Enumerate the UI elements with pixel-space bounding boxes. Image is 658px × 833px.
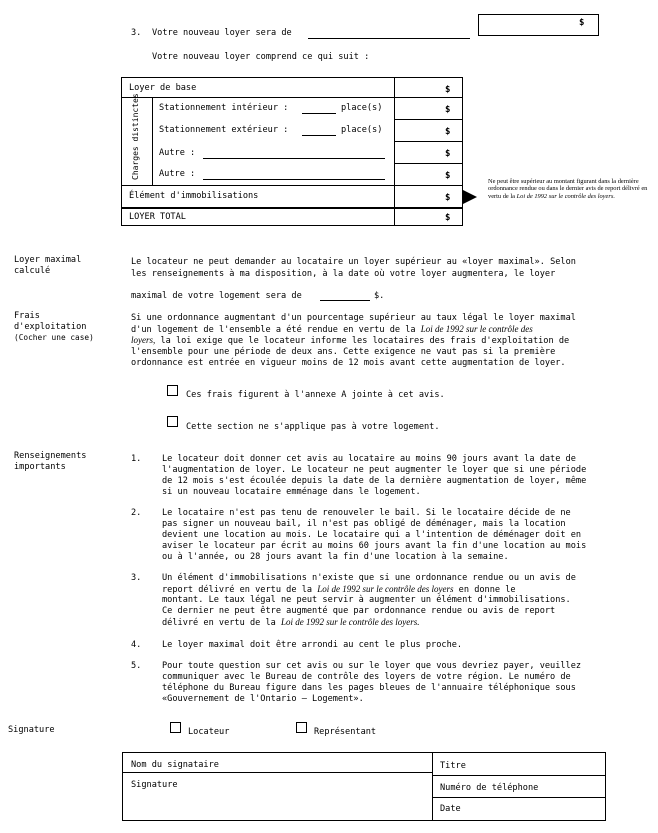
important-item-1-line: Le locateur doit donner cet avis au locataire au moins 90 jours avant la date de <box>162 454 576 464</box>
agent-label: Représentant <box>314 727 377 737</box>
other-dollar-1: $ <box>445 149 451 159</box>
important-item-number: 1. <box>131 454 142 464</box>
outdoor-parking-dollar: $ <box>445 127 451 137</box>
date-label: Date <box>440 804 461 814</box>
indoor-parking-dollar: $ <box>445 105 451 115</box>
signature-heading: Signature <box>8 725 55 735</box>
other-field-2[interactable] <box>203 179 385 180</box>
important-item-2-line: ou à l'année, ou 28 jours avant la fin d'une location à la semaine. <box>162 552 509 562</box>
other-field-1[interactable] <box>203 158 385 159</box>
max-rent-heading-1: Loyer maximal <box>14 255 82 265</box>
important-item-3-line: délivré en vertu de la Loi de 1992 sur le contrôle des loyers. <box>162 617 420 628</box>
important-item-3-line: Un élément d'immobilisations n'existe que si une ordonnance rendue ou un avis de <box>162 573 576 583</box>
total-rent-label: LOYER TOTAL <box>129 212 186 222</box>
new-rent-dollar: $ <box>579 18 585 28</box>
not-applicable-label: Cette section ne s'applique pas à votre logement. <box>186 422 440 432</box>
landlord-label: Locateur <box>188 727 230 737</box>
important-item-1-line: l'augmentation de loyer. Le locateur ne peut augmenter le loyer que si une période <box>162 465 587 475</box>
not-applicable-checkbox[interactable] <box>167 416 178 427</box>
important-item-1-line: si un nouveau locataire emménage dans le logement. <box>162 487 421 497</box>
important-item-5-line: téléphone du Bureau figure dans les pages bleues de l'annuaire téléphonique sous <box>162 683 576 693</box>
important-item-5-line: communiquer avec le Bureau de contrôle des loyers de votre région. Le numéro de <box>162 672 571 682</box>
op-costs-line-5: ordonnance est entrée en vigueur moins de 12 mois avant cette augmentation de loyer. <box>131 358 566 368</box>
new-rent-label: Votre nouveau loyer sera de <box>152 28 292 38</box>
op-costs-heading-1: Frais <box>14 311 40 321</box>
base-rent-dollar: $ <box>445 85 451 95</box>
op-costs-line-3: loyers, la loi exige que le locateur informe les locataires des frais d'exploitation de <box>131 335 570 346</box>
op-costs-heading-2: d'exploitation <box>14 322 87 332</box>
capital-element-dollar: $ <box>445 193 451 203</box>
important-item-2-line: devient une location au mois. Le locataire qui a l'intention de déménager doit en <box>162 530 582 540</box>
separate-charges-label: Charges distinctes <box>131 93 140 180</box>
signer-name-label: Nom du signataire <box>131 760 219 770</box>
important-item-4-line: Le loyer maximal doit être arrondi au cent le plus proche. <box>162 640 463 650</box>
indoor-spaces-label: place(s) <box>341 103 383 113</box>
rent-includes-label: Votre nouveau loyer comprend ce qui suit : <box>152 52 370 62</box>
important-item-3-line: montant. Le taux légal ne peut servir à augmenter un élément d'immobilisations. <box>162 595 571 605</box>
landlord-checkbox[interactable] <box>170 722 181 733</box>
section-number: 3. <box>131 28 142 38</box>
max-rent-line-2: les renseignements à ma disposition, à la date où votre loyer augmentera, le loyer <box>131 269 556 279</box>
outdoor-parking-label: Stationnement extérieur : <box>159 125 289 135</box>
max-rent-line-1: Le locateur ne peut demander au locataire un loyer supérieur au «loyer maximal». Selon <box>131 257 576 267</box>
max-rent-field[interactable] <box>320 300 370 301</box>
op-costs-line-1: Si une ordonnance augmentant d'un pourcentage supérieur au taux légal le loyer maximal <box>131 313 576 323</box>
base-rent-label: Loyer de base <box>129 83 197 93</box>
indoor-parking-label: Stationnement intérieur : <box>159 103 289 113</box>
op-costs-heading-3: (Cocher une case) <box>14 333 94 342</box>
annex-a-label: Ces frais figurent à l'annexe A jointe à cet avis. <box>186 390 445 400</box>
signature-label: Signature <box>131 780 178 790</box>
important-item-5-line: «Gouvernement de l'Ontario – Logement». <box>162 694 364 704</box>
indoor-parking-field[interactable] <box>302 113 336 114</box>
important-item-2-line: aviser le locateur par écrit au moins 60 jours avant la fin d'une location au mois <box>162 541 587 551</box>
pointer-arrow-icon <box>463 190 479 206</box>
other-dollar-2: $ <box>445 171 451 181</box>
other-label-1: Autre : <box>159 148 196 158</box>
max-rent-line-3: maximal de votre logement sera de <box>131 291 302 301</box>
agent-checkbox[interactable] <box>296 722 307 733</box>
new-rent-field[interactable] <box>308 38 470 39</box>
op-costs-line-4: l'ensemble pour une période de deux ans. Cette exigence ne vaut pas si la première <box>131 347 556 357</box>
title-label: Titre <box>440 761 466 771</box>
max-rent-dollar: $. <box>374 291 385 301</box>
important-heading-1: Renseignements <box>14 451 87 461</box>
important-item-number: 2. <box>131 508 142 518</box>
important-item-2-line: Le locataire n'est pas tenu de renouveler le bail. Si le locataire décide de ne <box>162 508 571 518</box>
outdoor-spaces-label: place(s) <box>341 125 383 135</box>
important-item-5-line: Pour toute question sur cet avis ou sur le loyer que vous devriez payer, veuillez <box>162 661 582 671</box>
important-item-number: 4. <box>131 640 142 650</box>
important-item-number: 3. <box>131 573 142 583</box>
op-costs-line-2: d'un logement de l'ensemble a été rendue en vertu de la Loi de 1992 sur le contrôle des <box>131 324 533 335</box>
total-rent-dollar: $ <box>445 213 451 223</box>
annex-a-checkbox[interactable] <box>167 385 178 396</box>
capital-side-note: Ne peut être supérieur au montant figurant dans la dernière ordonnance rendue ou dans le dernier avis de report délivré en vertu de la Loi de 1992 sur le contrôle des loyers. <box>488 178 648 200</box>
outdoor-parking-field[interactable] <box>302 135 336 136</box>
important-item-number: 5. <box>131 661 142 671</box>
capital-element-label: Élément d'immobilisations <box>129 191 259 201</box>
other-label-2: Autre : <box>159 169 196 179</box>
important-item-3-line: report délivré en vertu de la Loi de 1992 sur le contrôle des loyers en donne le <box>162 584 516 595</box>
important-heading-2: importants <box>14 462 66 472</box>
important-item-2-line: pas signer un nouveau bail, il n'est pas obligé de déménager, mais la location <box>162 519 566 529</box>
max-rent-heading-2: calculé <box>14 266 51 276</box>
important-item-1-line: de 12 mois s'est écoulée depuis la date de la dernière augmentation de loyer, même <box>162 476 587 486</box>
important-item-3-line: Ce dernier ne peut être augmenté que par ordonnance rendue ou avis de report <box>162 606 556 616</box>
phone-label: Numéro de téléphone <box>440 783 539 793</box>
